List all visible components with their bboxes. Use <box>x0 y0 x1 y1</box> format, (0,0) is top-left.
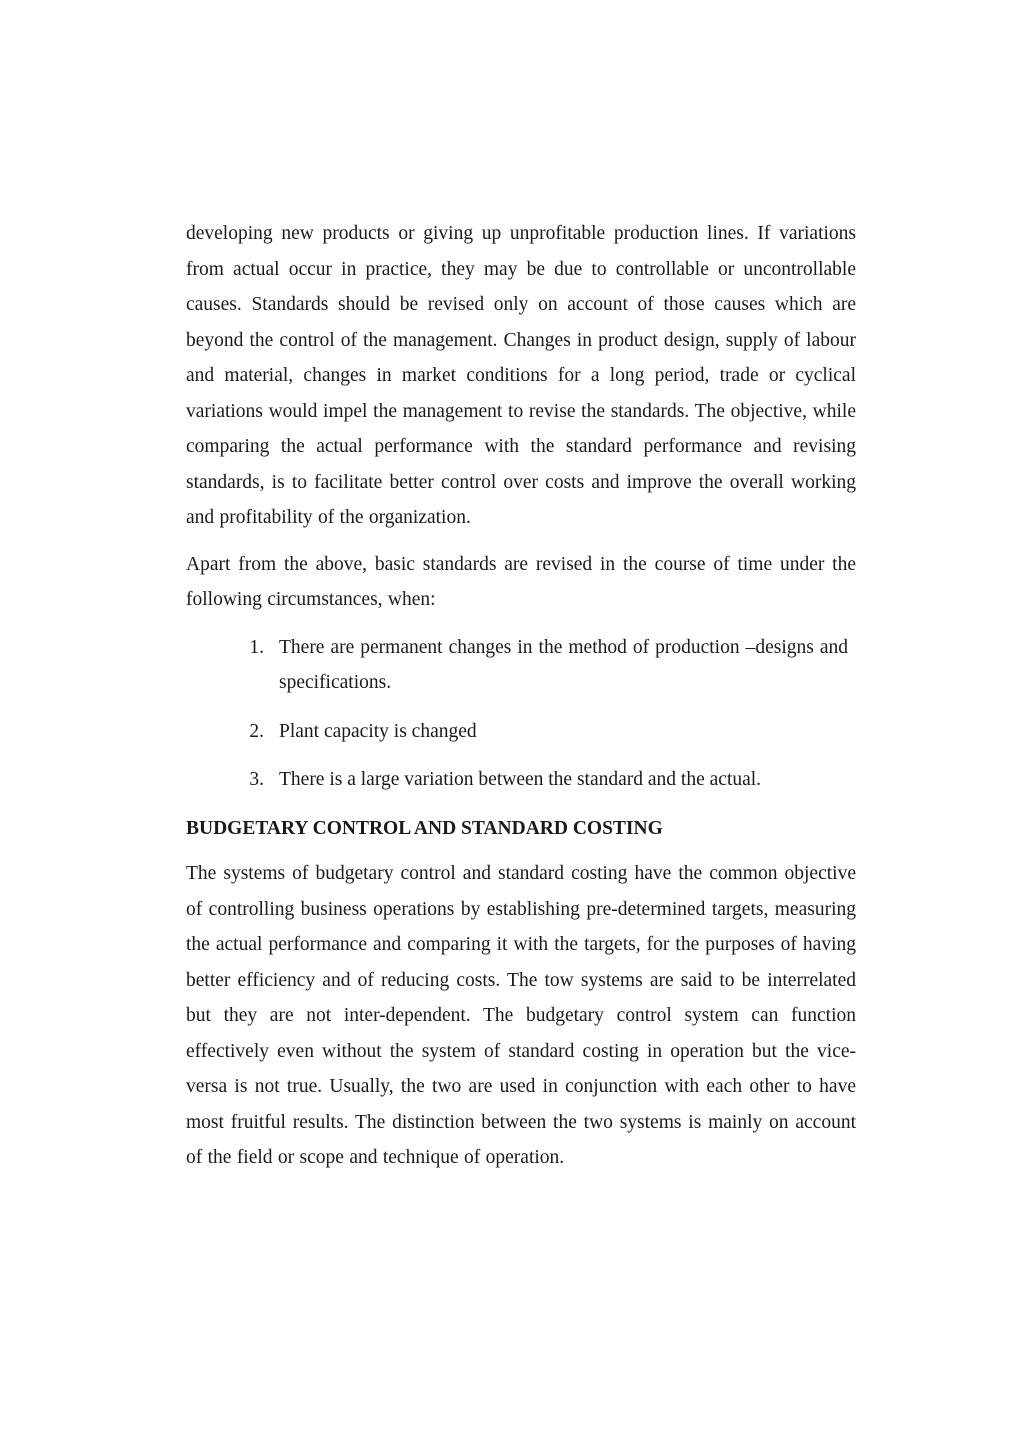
list-item <box>186 714 856 750</box>
body-paragraph-budgetary-control: The systems of budgetary control and standard costing have the common objective of controlling business operations by establishing pre-determined targets, measuring the actual performance and comparing it with the targets, for the purposes of having better efficiency and of reducing costs. The tow systems are said to be interrelated but they are not inter-dependent. The budgetary control system can function effectively even without the system of standard costing in operation but the vice-versa is not true. Usually, the two are used in conjunction with each other to have most fruitful results. The distinction between the two systems is mainly on account of the field or scope and technique of operation. <box>186 863 856 1168</box>
list-item <box>186 630 856 701</box>
circumstances-list <box>186 630 856 798</box>
list-item-number: 1. <box>249 636 264 658</box>
list-item <box>186 762 856 798</box>
body-paragraph-standards-revision: developing new products or giving up unprofitable production lines. If variations from actual occur in practice, they may be due to controllable or uncontrollable causes. Standards should be revised only on account of those causes which are beyond the control of the management. Changes in product design, supply of labour and material, changes in market conditions for a long period, trade or cyclical variations would impel the management to revise the standards. The objective, while comparing the actual performance with the standard performance and revising standards, is to facilitate better control over costs and improve the overall working and profitability of the organization. <box>186 223 856 528</box>
list-item-number: 3. <box>249 769 264 790</box>
section-heading: BUDGETARY CONTROL AND STANDARD COSTING <box>186 817 663 839</box>
document-page <box>186 216 856 1176</box>
list-item-text: There are permanent changes in the method of production –designs and specifications. <box>279 636 848 693</box>
list-item-number: 2. <box>249 720 264 742</box>
body-paragraph-circumstances-intro: Apart from the above, basic standards are revised in the course of time under the following circumstances, when: <box>186 553 856 610</box>
list-item-text: Plant capacity is changed <box>279 720 477 742</box>
list-item-text: There is a large variation between the standard and the actual. <box>279 769 762 790</box>
